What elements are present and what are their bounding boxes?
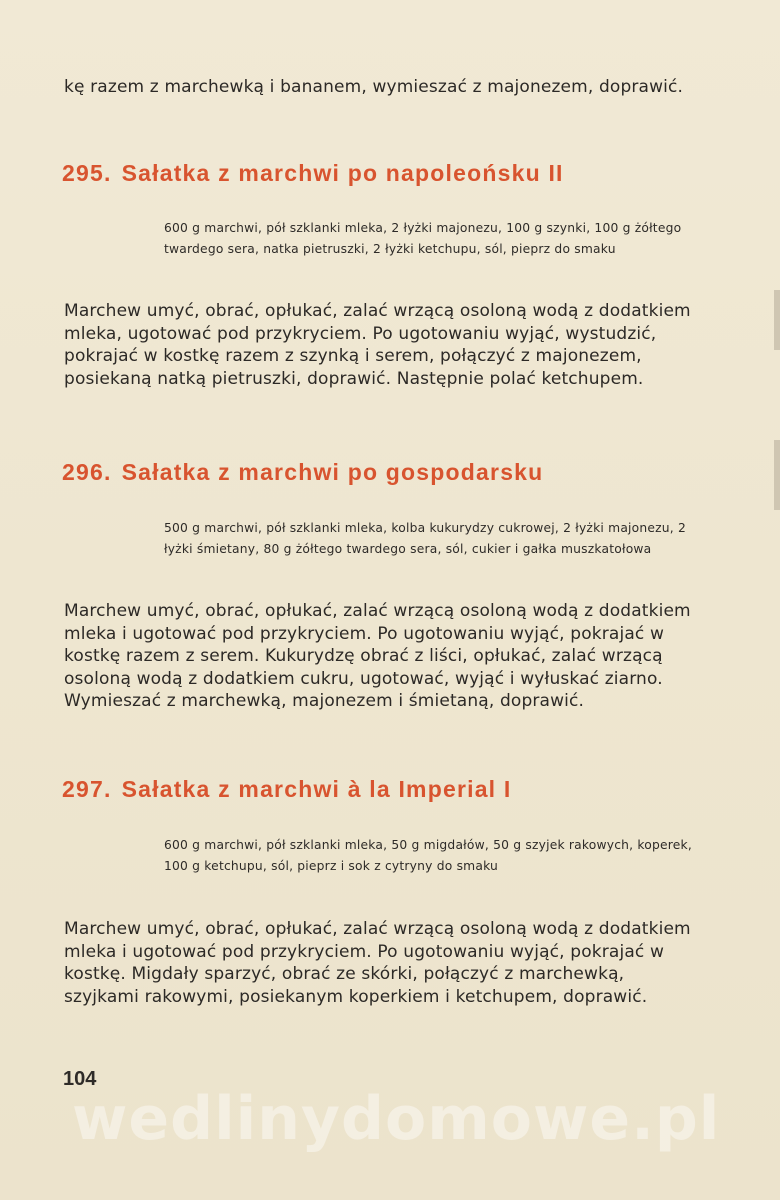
recipe-ingredients-295: 600 g marchwi, pół szklanki mleka, 2 łyżki majonezu, 100 g szynki, 100 g żółtego twardego sera, natka pietruszki, 2 łyżki ketchupu, sól, pieprz do smaku	[164, 221, 682, 256]
recipe-ingredients-296: 500 g marchwi, pół szklanki mleka, kolba kukurydzy cukrowej, 2 łyżki majonezu, 2 łyżki śmietany, 80 g żółtego twardego sera, sól, cukier i gałka muszkatołowa	[164, 521, 687, 556]
page-number: 104	[63, 1068, 97, 1090]
recipe-number: 295.	[62, 160, 112, 186]
intro-text: kę razem z marchewką i bananem, wymieszać z majonezem, doprawić.	[64, 77, 684, 97]
page-edge-mark	[774, 290, 780, 350]
recipe-heading-295	[62, 160, 722, 187]
recipe-heading-297	[62, 776, 722, 803]
recipe-instructions-297: Marchew umyć, obrać, opłukać, zalać wrzącą osoloną wodą z dodatkiem mleka i ugotować pod przykryciem. Po ugotowaniu wyjąć, pokrajać w kostkę. Migdały sparzyć, obrać ze skórki, połączyć z marchewką, szyjkami rakowymi, posiekanym koperkiem i ketchupem, doprawić.	[64, 919, 691, 1007]
recipe-instructions-296: Marchew umyć, obrać, opłukać, zalać wrzącą osoloną wodą z dodatkiem mleka i ugotować pod przykryciem. Po ugotowaniu wyjąć, pokrajać w kostkę razem z serem. Kukurydzę obrać z liści, opłukać, zalać wrzącą osoloną wodą z dodatkiem cukru, ugotować, wyjąć i wyłuskać ziarno. Wymieszać z marchewką, majonezem i śmietaną, doprawić.	[64, 601, 691, 711]
recipe-instructions-295: Marchew umyć, obrać, opłukać, zalać wrzącą osoloną wodą z dodatkiem mleka, ugotować pod przykryciem. Po ugotowaniu wyjąć, wystudzić, pokrajać w kostkę razem z szynką i serem, połączyć z majonezem, posiekaną natką pietruszki, doprawić. Następnie polać ketchupem.	[64, 301, 691, 389]
recipe-number: 296.	[62, 459, 112, 485]
page-edge-mark	[774, 440, 780, 510]
recipe-title: Sałatka z marchwi à la Imperial I	[121, 776, 512, 802]
watermark: wedlinydomowe.pl	[72, 1084, 721, 1154]
recipe-title: Sałatka z marchwi po gospodarsku	[121, 459, 544, 485]
recipe-ingredients-297: 600 g marchwi, pół szklanki mleka, 50 g migdałów, 50 g szyjek rakowych, koperek, 100 g ketchupu, sól, pieprz i sok z cytryny do smaku	[164, 838, 692, 873]
recipe-heading-296	[62, 459, 722, 486]
recipe-number: 297.	[62, 776, 112, 802]
recipe-title: Sałatka z marchwi po napoleońsku II	[121, 160, 564, 186]
